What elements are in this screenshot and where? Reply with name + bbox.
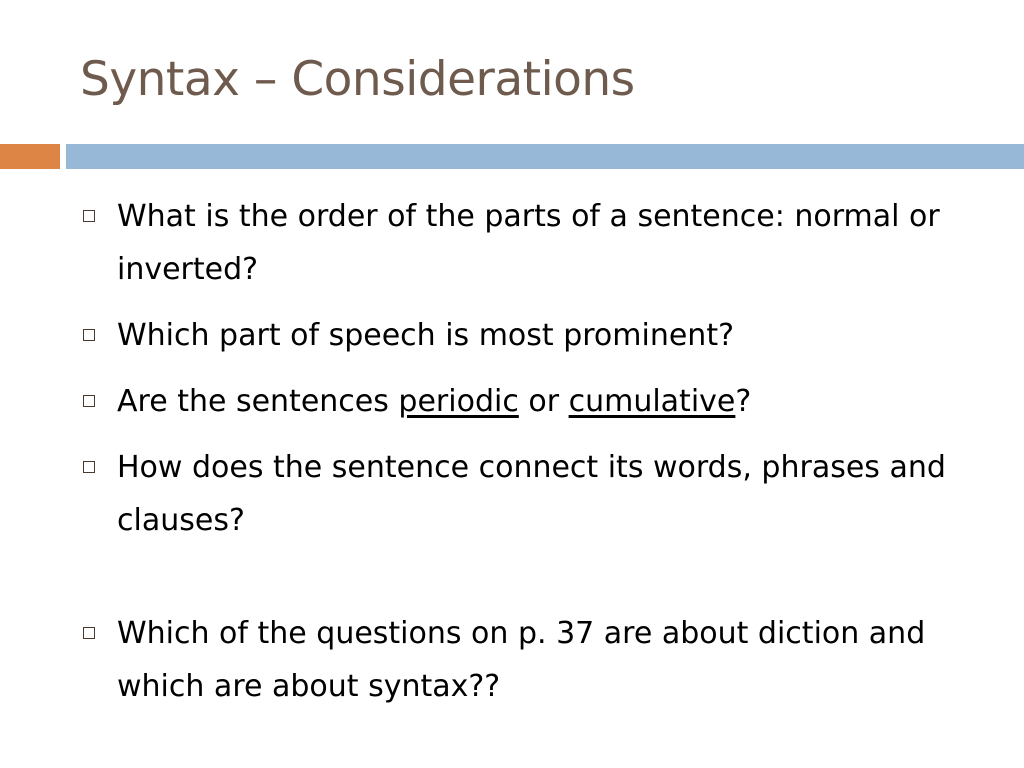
- accent-bar-orange: [0, 144, 60, 169]
- underlined-term-periodic: periodic: [398, 384, 519, 419]
- bullet-item: [81, 309, 981, 362]
- square-bullet-icon: [83, 395, 95, 407]
- underlined-term-cumulative: cumulative: [568, 384, 736, 419]
- square-bullet-icon: [83, 210, 95, 222]
- bullet-item: [81, 607, 981, 713]
- bullet-text-part: ?: [735, 384, 752, 419]
- bullet-text: What is the order of the parts of a sentence: normal or inverted?: [117, 199, 940, 287]
- bullet-text: Which of the questions on p. 37 are about diction and which are about syntax??: [117, 616, 926, 704]
- bullet-list: [81, 190, 981, 726]
- bullet-item: [81, 441, 981, 547]
- accent-bar-blue: [66, 144, 1024, 169]
- bullet-text: Which part of speech is most prominent?: [117, 318, 735, 353]
- square-bullet-icon: [83, 627, 95, 639]
- bullet-item: [81, 190, 981, 296]
- bullet-text-part: Are the sentences: [117, 384, 399, 419]
- bullet-text: How does the sentence connect its words, phrases and clauses?: [117, 450, 946, 538]
- square-bullet-icon: [83, 461, 95, 473]
- slide-title: Syntax – Considerations: [80, 52, 635, 107]
- square-bullet-icon: [83, 329, 95, 341]
- bullet-text-part: or: [518, 384, 569, 419]
- bullet-item: [81, 375, 981, 428]
